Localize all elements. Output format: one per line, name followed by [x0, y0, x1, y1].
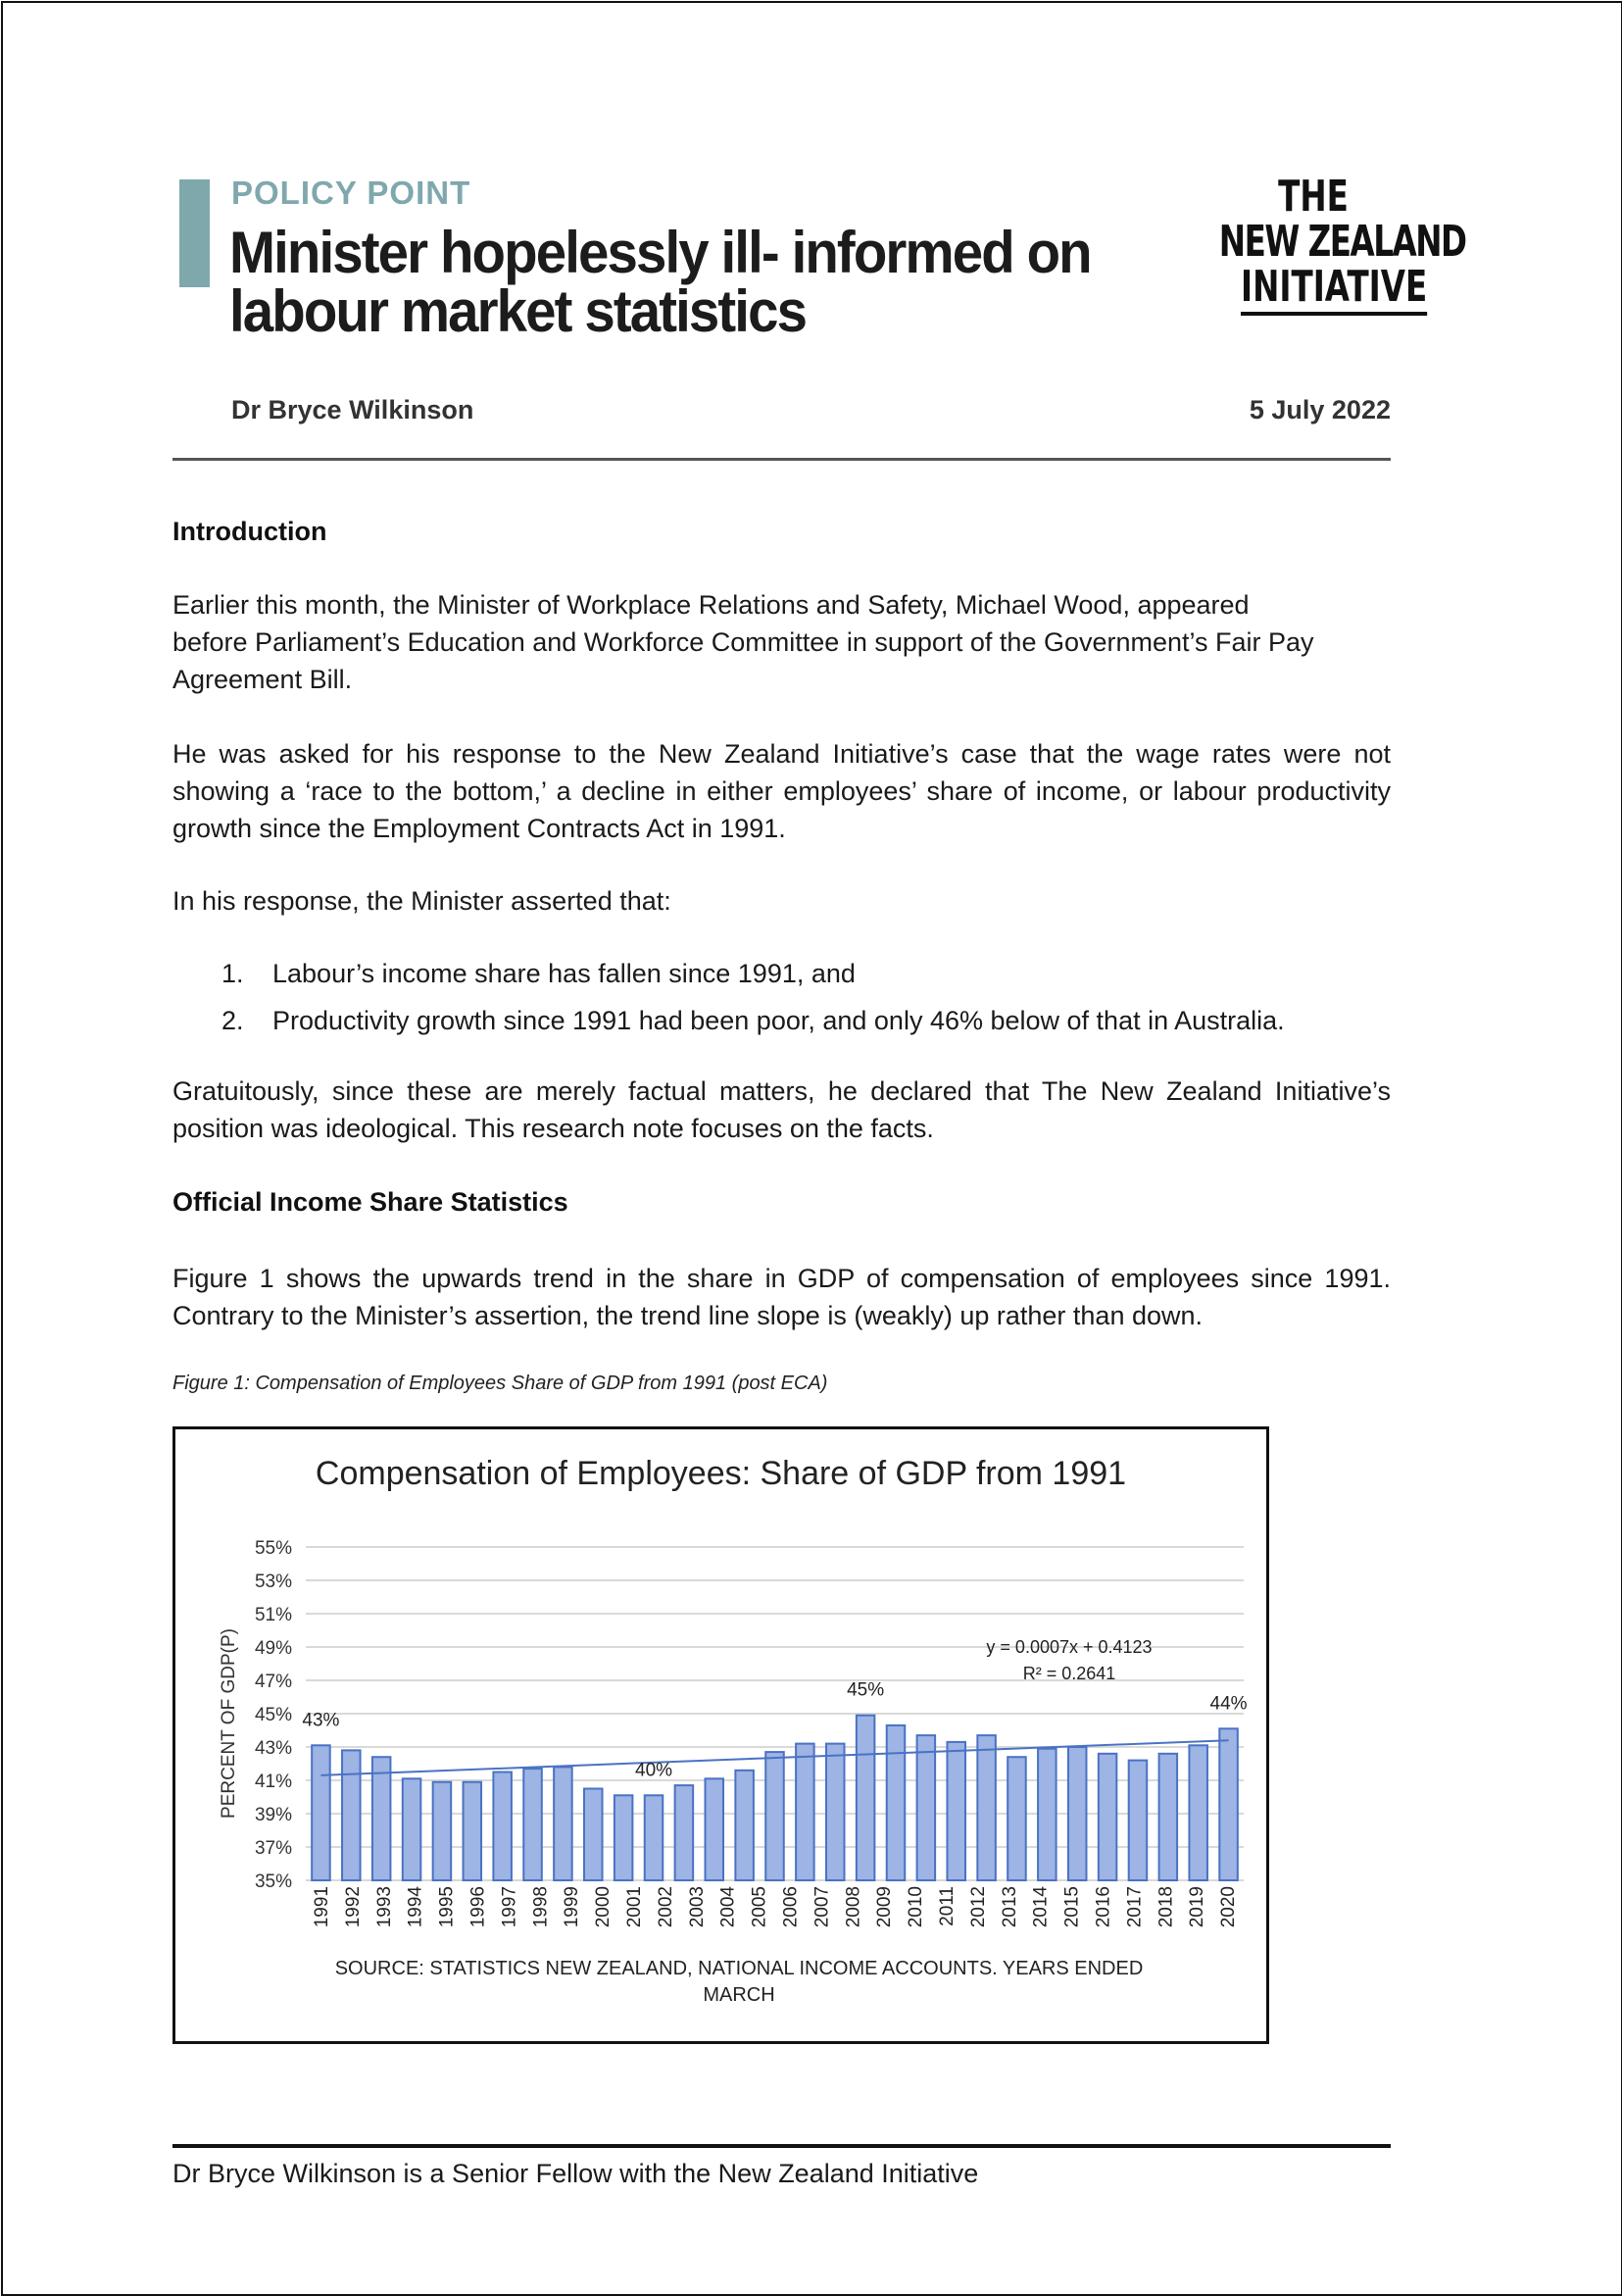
data-label: 44%	[1209, 1693, 1248, 1715]
x-tick-label: 1995	[436, 1886, 458, 1928]
x-tick-label: 2011	[936, 1886, 958, 1926]
bar	[765, 1752, 784, 1880]
list-item-number: 2.	[221, 1006, 244, 1035]
x-tick-label: 2004	[717, 1886, 739, 1928]
y-tick-label: 53%	[254, 1572, 292, 1592]
y-tick-label: 47%	[254, 1672, 292, 1692]
publication-date: 5 July 2022	[1249, 395, 1391, 424]
x-tick-label: 2003	[686, 1886, 708, 1928]
bar	[403, 1778, 421, 1880]
paragraph-1-line-3: Agreement Bill.	[172, 665, 353, 694]
x-tick-label: 1996	[467, 1886, 489, 1928]
bar	[614, 1795, 633, 1880]
trend-equation: y = 0.0007x + 0.4123	[986, 1637, 1153, 1657]
bar	[554, 1767, 572, 1880]
chart-source	[322, 1956, 1155, 2009]
y-tick-label: 41%	[254, 1772, 292, 1792]
section-heading: Official Income Share Statistics	[172, 1187, 568, 1217]
y-tick-label: 55%	[254, 1538, 292, 1559]
bar	[977, 1735, 996, 1880]
assertion-list	[172, 955, 1391, 1049]
y-tick-label: 37%	[254, 1838, 292, 1859]
bar	[675, 1785, 694, 1880]
trend-r-squared: R² = 0.2641	[1022, 1664, 1116, 1683]
bar	[645, 1795, 664, 1880]
bar	[1099, 1754, 1117, 1880]
logo-line-2: NEW ZEALAND	[1218, 217, 1466, 267]
bar	[947, 1742, 965, 1880]
accent-bar	[179, 179, 210, 287]
y-tick-label: 43%	[254, 1738, 292, 1759]
paragraph-5: Figure 1 shows the upwards trend in the share in GDP of compensation of employees since 1991. Contrary to the Minister’s assertion, the trend line slope is (weakly) up rather than down.	[172, 1264, 1391, 1330]
list-item-number: 1.	[221, 959, 244, 988]
x-tick-label: 2015	[1061, 1886, 1083, 1928]
bar	[735, 1771, 754, 1880]
paragraph-4: Gratuitously, since these are merely factual matters, he declared that The New Zealand Initiative’s position was ideological. This research note focuses on the facts.	[172, 1076, 1391, 1143]
x-tick-label: 1994	[405, 1886, 426, 1928]
list-item-text: Productivity growth since 1991 had been poor, and only 46% below of that in Australia.	[272, 1006, 1285, 1035]
data-label: 43%	[302, 1710, 340, 1731]
x-tick-label: 2014	[1030, 1886, 1052, 1928]
bar	[372, 1757, 391, 1880]
y-axis-label: PERCENT OF GDP(P)	[219, 1628, 239, 1819]
x-tick-label: 1999	[562, 1886, 583, 1928]
bar	[493, 1772, 512, 1881]
bar	[796, 1744, 814, 1880]
x-tick-label: 1998	[530, 1886, 552, 1928]
x-tick-label: 2018	[1155, 1886, 1177, 1928]
bar	[917, 1735, 936, 1880]
chart-source-line-1: SOURCE: STATISTICS NEW ZEALAND, NATIONAL INCOME ACCOUNTS. YEARS ENDED	[334, 1958, 1144, 1979]
x-tick-label: 2001	[623, 1886, 645, 1928]
bar	[584, 1789, 603, 1881]
bar	[1219, 1728, 1238, 1880]
intro-heading: Introduction	[172, 517, 327, 546]
x-tick-label: 1991	[311, 1886, 332, 1928]
x-tick-label: 2009	[874, 1886, 896, 1928]
bar	[857, 1716, 875, 1880]
x-tick-label: 2019	[1187, 1886, 1208, 1928]
chart-title: Compensation of Employees: Share of GDP from 1991	[315, 1455, 1127, 1492]
x-tick-label: 2013	[999, 1886, 1020, 1928]
bar	[1068, 1747, 1087, 1880]
x-tick-label: 2002	[655, 1886, 676, 1928]
x-tick-label: 1993	[373, 1886, 395, 1928]
x-tick-label: 2006	[780, 1886, 802, 1928]
x-tick-label: 2012	[967, 1886, 989, 1928]
author: Dr Bryce Wilkinson	[231, 395, 474, 424]
list-item	[172, 955, 1391, 1002]
bar	[1189, 1745, 1207, 1880]
paragraph-3: In his response, the Minister asserted that:	[172, 886, 671, 916]
list-item-text: Labour’s income share has fallen since 1991, and	[272, 959, 856, 988]
bar	[312, 1745, 330, 1880]
chart-source-line-2: MARCH	[703, 1984, 775, 2006]
bar	[342, 1750, 361, 1880]
bar	[1159, 1754, 1178, 1880]
data-label: 40%	[635, 1760, 673, 1781]
bar	[464, 1782, 482, 1880]
bar	[887, 1725, 906, 1880]
figure-caption: Figure 1: Compensation of Employees Share of GDP from 1991 (post ECA)	[172, 1373, 828, 1394]
paragraph-1-line-2: before Parliament’s Education and Workforce Committee in support of the Government’s Fair Pay	[172, 627, 1314, 657]
chart-container	[172, 1426, 1269, 2044]
x-tick-label: 2017	[1124, 1886, 1146, 1928]
footer-divider	[172, 2144, 1391, 2148]
kicker: POLICY POINT	[231, 175, 471, 211]
page-title: Minister hopelessly ill- informed on labour market statistics	[229, 220, 1091, 344]
x-tick-label: 1997	[499, 1886, 520, 1928]
x-tick-label: 2005	[749, 1886, 770, 1928]
y-tick-label: 35%	[254, 1872, 292, 1892]
bar	[1129, 1761, 1148, 1880]
list-item	[172, 1002, 1391, 1049]
y-tick-label: 51%	[254, 1605, 292, 1625]
bar	[705, 1778, 723, 1880]
header-divider	[172, 458, 1391, 461]
paragraph-1	[172, 586, 1391, 698]
bar-chart	[175, 1429, 1266, 2041]
y-tick-label: 39%	[254, 1805, 292, 1825]
footer-note: Dr Bryce Wilkinson is a Senior Fellow with the New Zealand Initiative	[172, 2159, 979, 2188]
x-tick-label: 1992	[342, 1886, 364, 1928]
x-tick-label: 2007	[811, 1886, 833, 1928]
bar	[1008, 1757, 1026, 1880]
logo	[1218, 172, 1466, 312]
bar	[523, 1769, 542, 1880]
x-tick-label: 2010	[906, 1886, 927, 1928]
logo-line-1: THE	[1278, 172, 1349, 222]
paragraph-1-line-1: Earlier this month, the Minister of Workplace Relations and Safety, Michael Wood, appeared	[172, 590, 1250, 620]
bar	[1038, 1749, 1057, 1880]
bar	[433, 1782, 452, 1880]
x-tick-label: 2008	[843, 1886, 864, 1928]
x-tick-label: 2000	[593, 1886, 614, 1928]
y-tick-label: 49%	[254, 1638, 292, 1659]
bar	[826, 1744, 845, 1880]
data-label: 45%	[847, 1679, 885, 1701]
y-tick-label: 45%	[254, 1705, 292, 1725]
paragraph-2: He was asked for his response to the New Zealand Initiative’s case that the wage rates were not showing a ‘race to the bottom,’ a decline in either employees’ share of income, or labour productivity growth since the Employment Contracts Act in 1991.	[172, 739, 1391, 843]
logo-line-3: INITIATIVE	[1241, 262, 1427, 316]
x-tick-label: 2016	[1093, 1886, 1114, 1928]
x-tick-label: 2020	[1218, 1886, 1240, 1928]
